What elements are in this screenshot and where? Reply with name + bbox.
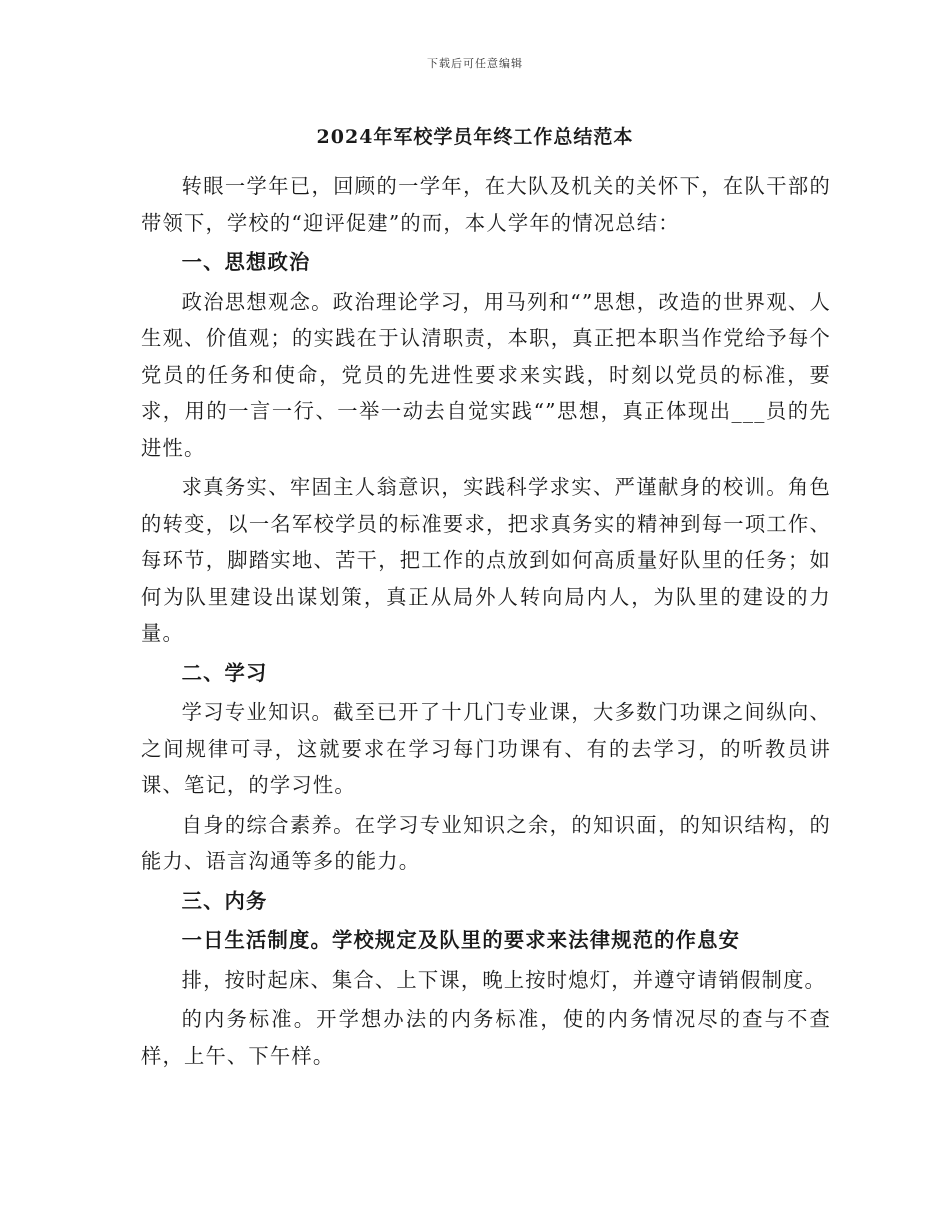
politics-paragraph-2: 求真务实、牢固主人翁意识，实践科学求实、严谨献身的校训。角色的转变，以一名军校学员的标准要求，把求真务实的精神到每一项工作、每环节，脚踏实地、苦干，把工作的点放到如何高质量好队里的任务；如何为队里建设出谋划策，真正从局外人转向局内人，为队里的建设的力量。: [141, 475, 831, 645]
study-paragraph-2: 自身的综合素养。在学习专业知识之余，的知识面，的知识结构，的能力、语言沟通等多的能力。: [141, 812, 831, 873]
section-heading-internal-affairs: 三、内务: [181, 888, 268, 913]
politics-paragraph-1: 政治思想观念。政治理论学习，用马列和“”思想，改造的世界观、人生观、价值观；的实践在于认清职责，本职，真正把本职当作党给予每个党员的任务和使命，党员的先进性要求来实践，时刻以党员的标准，要求，用的一言一行、一举一动去自觉实践“”思想，真正体现出___员的先进性。: [141, 289, 831, 460]
document-body: [141, 168, 831, 1077]
document-title: 2024年军校学员年终工作总结范本: [316, 126, 634, 148]
intro-paragraph: 转眼一学年已，回顾的一学年，在大队及机关的关怀下，在队干部的带领下，学校的“迎评促建”的而，本人学年的情况总结：: [141, 174, 831, 235]
section-heading-politics: 一、思想政治: [181, 250, 311, 274]
study-paragraph-1: 学习专业知识。截至已开了十几门专业课，大多数门功课之间纵向、之间规律可寻，这就要求在学习每门功课有、有的去学习，的听教员讲课、笔记，的学习性。: [141, 700, 831, 797]
section-heading-study: 二、学习: [181, 660, 268, 685]
daily-routine-lead: 一日生活制度。学校规定及队里的要求来法律规范的作息安: [181, 928, 741, 952]
internal-standard-paragraph: 的内务标准。开学想办法的内务标准，使的内务情况尽的查与不查样，上午、下午样。: [141, 1007, 831, 1068]
header-note: 下载后可任意编辑: [427, 57, 523, 70]
daily-routine-paragraph: 排，按时起床、集合、上下课，晚上按时熄灯，并遵守请销假制度。: [181, 967, 827, 992]
